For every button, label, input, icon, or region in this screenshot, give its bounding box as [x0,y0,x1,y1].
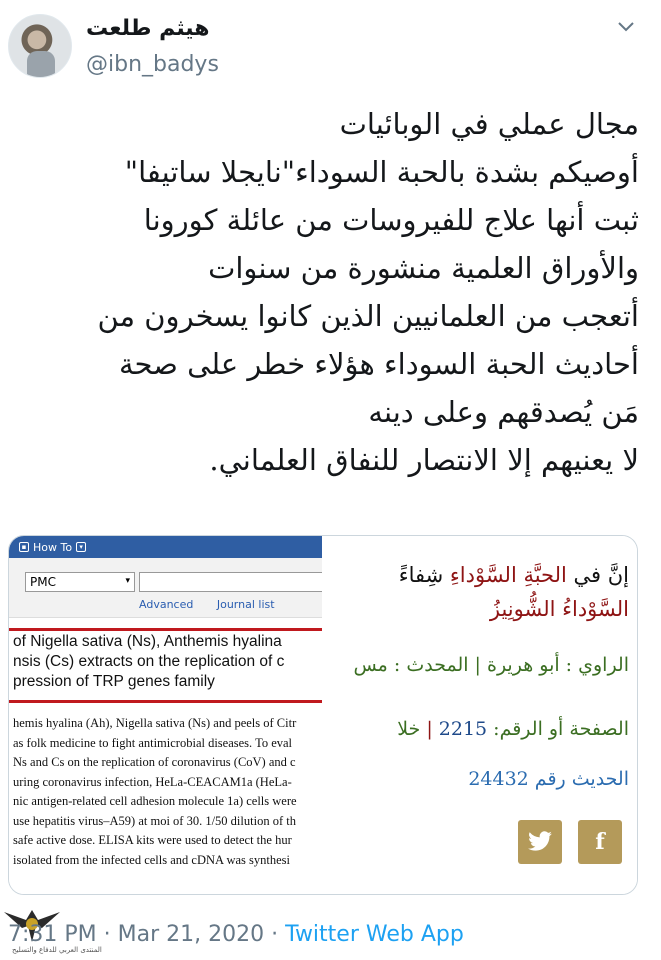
search-links [139,598,295,611]
tweet-line: مَن يُصدقهم وعلى دينه [368,395,639,429]
database-select [25,572,135,592]
hadith-screenshot [322,536,638,895]
title-line: of Nigella sativa (Ns), Anthemis hyalina [13,633,282,650]
tweet-line: أوصيكم بشدة بالحبة السوداء"نايجلا ساتيفا" [124,155,639,189]
user-handle[interactable]: @ibn_badys [86,52,219,77]
share-row [518,820,622,864]
hadith-line-1 [399,558,629,592]
hadith-fragment: الحبَّةِ السَّوْداءِ [449,563,567,587]
tweet-text [19,100,639,484]
abstract-line: isolated from the infected cells and cDNA was synthesi [13,852,291,867]
page-suffix: خلا [397,718,421,740]
abstract-line: as folk medicine to fight antimicrobial diseases. To eval [13,735,293,750]
article-abstract [13,714,322,870]
tweet-line: أحاديث الحبة السوداء هؤلاء خطر على صحة [119,347,639,381]
hadith-number: الحديث رقم 24432 [468,768,629,790]
divider [9,628,322,631]
tweet-line: مجال عملي في الوبائيات [339,107,639,141]
advanced-link: Advanced [139,598,194,611]
pubmed-screenshot [9,536,322,895]
hadith-fragment: إنَّ في [566,563,629,587]
dropdown-arrow-icon: ▾ [125,576,130,586]
chevron-down-icon: ▾ [76,542,86,552]
title-line: nsis (Cs) extracts on the replication of c [13,653,285,670]
how-to-bar [9,536,322,558]
chevron-down-icon[interactable] [615,16,637,38]
tweet-source[interactable]: Twitter Web App [285,922,464,947]
article-title [13,632,322,692]
abstract-line: use hepatitis virus–A59) at moi of 30. 1/50 dilution of th [13,813,296,828]
tweet-date[interactable]: Mar 21, 2020 [117,922,265,947]
twitter-share-icon [518,820,562,864]
separator-dot: · [103,922,118,947]
box-icon: ▪ [19,542,29,552]
search-input [139,572,322,592]
display-name[interactable]: هيثم طلعت [86,16,210,41]
page-number: 2215 [438,718,488,740]
separator-dot: · [271,922,286,947]
abstract-line: Ns and Cs on the replication of coronavirus (CoV) and c [13,755,296,769]
abstract-line: safe active dose. ELISA kits were used to detect the hur [13,833,292,847]
journal-list-link: Journal list [216,598,275,611]
abstract-line: uring coronavirus infection, HeLa-CEACAM1a (HeLa- [13,774,292,789]
divider [9,700,322,703]
tweet-footer [8,922,464,947]
abstract-line: nic antigen-related cell adhesion molecule 1a) cells were [13,794,297,808]
tweet-line: أتعجب من العلمانيين الذين كانوا يسخرون من [97,299,639,333]
database-select-value: PMC [30,575,56,589]
facebook-share-icon: f [578,820,622,864]
tweet-time[interactable]: 7:31 PM [8,922,97,947]
tweet-line: لا يعنيهم إلا الانتصار للنفاق العلماني. [209,443,639,477]
title-line: pression of TRP genes family [13,673,215,690]
hadith-fragment: شِفاءً [398,563,450,587]
hadith-page [397,718,629,740]
abstract-line: hemis hyalina (Ah), Nigella sativa (Ns) and peels of Citr [13,716,297,730]
tweet-line: ثبت أنها علاج للفيروسات من عائلة كورونا [143,203,639,237]
tweet-media-image[interactable] [8,535,638,895]
hadith-text [399,558,629,626]
tweet-line: والأوراق العلمية منشورة من سنوات [208,251,639,285]
hadith-narrator: الراوي : أبو هريرة | المحدث : مس [353,654,629,676]
hadith-line-2: السَّوْداءُ الشُّونِيزُ [489,597,629,621]
how-to-label: How To [33,540,73,554]
search-zone [9,558,322,618]
watermark-text: المنتدى العربي للدفاع والتسليح [12,946,102,954]
separator: | [420,718,439,740]
page-label: الصفحة أو الرقم: [487,718,629,740]
avatar[interactable] [8,14,72,78]
